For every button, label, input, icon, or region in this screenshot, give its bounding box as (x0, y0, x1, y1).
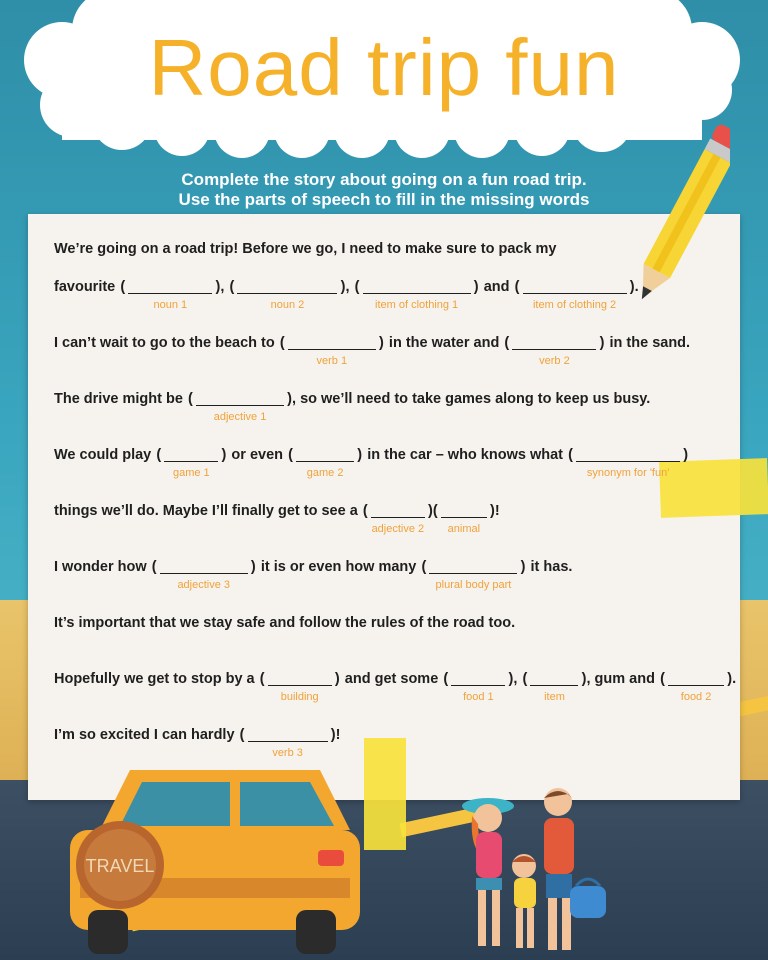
story-line-8 (54, 612, 515, 656)
hint-label: item (544, 691, 565, 703)
story-line-6 (54, 500, 500, 544)
hint-label: game 2 (306, 467, 344, 479)
hint-label: animal (447, 523, 481, 535)
blank-food-1[interactable]: ( ) food 1 (443, 671, 514, 703)
story-text: I can’t wait to go to the beach to (54, 335, 275, 351)
blank-plural-body-part[interactable]: ( ) plural body part (421, 559, 526, 591)
hint-label: item of clothing 1 (375, 299, 459, 311)
blank-verb-1[interactable]: ( ) verb 1 (279, 335, 384, 367)
blank-adjective-1[interactable]: ( ) adjective 1 (188, 391, 293, 423)
hint-label: game 1 (172, 467, 210, 479)
hint-label: verb 1 (316, 355, 348, 367)
blank-adjective-3[interactable]: ( ) adjective 3 (151, 559, 256, 591)
instructions-line-2: Use the parts of speech to fill in the missing words (178, 190, 590, 209)
blank-animal[interactable]: ( ) animal (432, 503, 495, 535)
story-line-5 (54, 444, 688, 488)
blank-item-of-clothing-1[interactable]: ( ) item of clothing 1 (354, 279, 479, 311)
blank-game-1[interactable]: ( ) game 1 (156, 447, 227, 479)
story-text: in the sand. (609, 335, 691, 351)
hint-label: verb 3 (272, 747, 303, 759)
hint-label: noun 1 (153, 299, 188, 311)
hint-label: verb 2 (539, 355, 570, 367)
story-text: ! (494, 503, 500, 519)
story-line-9 (54, 668, 736, 712)
page-title: Road trip fun (148, 23, 620, 112)
story-text: , gum and (586, 671, 655, 687)
blank-noun-2[interactable]: ( ) noun 2 (229, 279, 346, 311)
story-text: , (345, 279, 350, 295)
blank-food-2[interactable]: ( ) food 2 (660, 671, 733, 703)
story-line-7 (54, 556, 572, 600)
blank-game-2[interactable]: ( ) game 2 (288, 447, 363, 479)
blank-adjective-2[interactable]: ( ) adjective 2 (362, 503, 433, 535)
blank-noun-1[interactable]: ( ) noun 1 (120, 279, 221, 311)
blank-building[interactable]: ( ) building (259, 671, 340, 703)
blank-synonym-for-fun[interactable]: ( ) synonym for 'fun' (568, 447, 689, 479)
story-text: it is or even how many (260, 559, 417, 575)
blank-item[interactable]: ( ) item (522, 671, 587, 703)
hint-label: noun 2 (270, 299, 305, 311)
story-text: and (483, 279, 510, 295)
hint-label: synonym for 'fun' (586, 467, 670, 479)
story-text: things we’ll do. Maybe I’ll finally get to see a (54, 503, 358, 519)
hint-label: food 2 (680, 691, 712, 703)
hint-label: adjective 3 (177, 579, 231, 591)
story-text: . (634, 279, 639, 295)
blank-verb-2[interactable]: ( ) verb 2 (504, 335, 605, 367)
story-text: We could play (54, 447, 152, 463)
pencil-illustration (640, 118, 730, 318)
story-text: or even (231, 447, 284, 463)
story-text: , so we’ll need to take games along to keep us busy. (292, 391, 651, 407)
story-text: Hopefully we get to stop by a (54, 671, 255, 687)
story-text: favourite (54, 279, 116, 295)
family-illustration (458, 784, 618, 960)
story-text: We’re going on a road trip! Before we go, I need to make sure to pack my (54, 241, 557, 257)
hint-label: adjective 2 (371, 523, 425, 535)
story-line-2 (54, 276, 639, 320)
story-line-4 (54, 388, 650, 432)
story-text: ! (335, 727, 341, 743)
story-text: in the water and (388, 335, 500, 351)
story-text: I’m so excited I can hardly (54, 727, 235, 743)
story-text: it has. (530, 559, 573, 575)
story-text: , (513, 671, 518, 687)
hint-label: plural body part (435, 579, 512, 591)
story-text: I wonder how (54, 559, 147, 575)
story-text: and get some (344, 671, 439, 687)
story-text: The drive might be (54, 391, 183, 407)
story-text: , (220, 279, 225, 295)
spare-tire-label: TRAVEL (85, 856, 155, 876)
hint-label: building (280, 691, 319, 703)
hint-label: item of clothing 2 (532, 299, 617, 311)
story-text: in the car – who knows what (367, 447, 563, 463)
story-text: It’s important that we stay safe and follow the rules of the road too. (54, 615, 516, 631)
story-text: . (732, 671, 737, 687)
hint-label: adjective 1 (213, 411, 267, 423)
blank-verb-3[interactable]: ( ) verb 3 (239, 727, 336, 759)
hint-label: food 1 (463, 691, 494, 703)
blank-item-of-clothing-2[interactable]: ( ) item of clothing 2 (514, 279, 635, 311)
instructions-line-1: Complete the story about going on a fun road trip. (181, 170, 587, 189)
car-illustration (60, 760, 380, 960)
story-line-3 (54, 332, 690, 376)
